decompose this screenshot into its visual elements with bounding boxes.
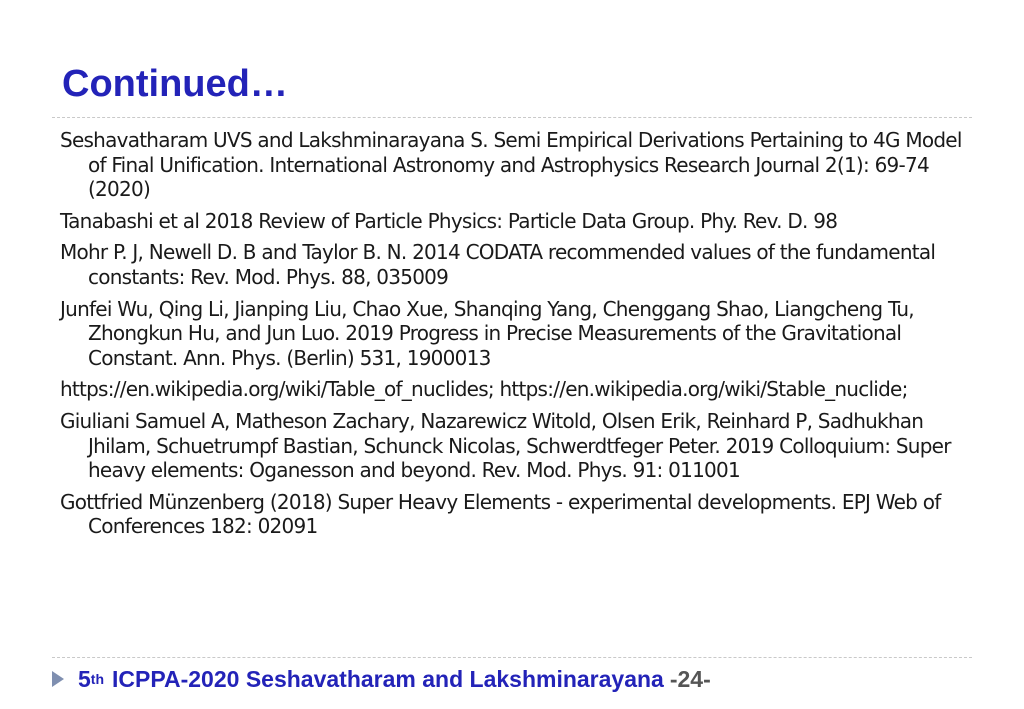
reference-list — [60, 128, 975, 546]
footer-number: 5 — [78, 665, 91, 692]
triangle-bullet-icon — [52, 671, 64, 687]
footer-conference: ICPPA-2020 Seshavatharam and Lakshminarayana — [112, 665, 664, 692]
page-number: -24- — [669, 665, 711, 692]
footer: 5 th ICPPA-2020 Seshavatharam and Lakshminarayana -24- — [52, 664, 711, 694]
slide-title: Continued… — [62, 63, 288, 105]
reference-item: https://en.wikipedia.org/wiki/Table_of_nuclides; https://en.wikipedia.org/wiki/Stable_nuclide; — [60, 377, 908, 402]
reference-item: Seshavatharam UVS and Lakshminarayana S. Semi Empirical Derivations Pertaining to 4G Model of Final Unification. International Astronomy and Astrophysics Research Journal 2(1): 69-74 (2020) — [60, 128, 962, 202]
top-divider — [52, 117, 972, 118]
reference-item: Mohr P. J, Newell D. B and Taylor B. N. 2014 CODATA recommended values of the fundamental constants: Rev. Mod. Phys. 88, 035009 — [60, 240, 936, 289]
reference-item: Tanabashi et al 2018 Review of Particle Physics: Particle Data Group. Phy. Rev. D. 98 — [60, 208, 838, 233]
reference-item: Junfei Wu, Qing Li, Jianping Liu, Chao Xue, Shanqing Yang, Chenggang Shao, Liangcheng Tu, Zhongkun Hu, and Jun Luo. 2019 Progress in Precise Measurements of the Gravitational Constant. Ann. Phys. (Berlin) 531, 1900013 — [60, 296, 914, 370]
reference-item: Gottfried Münzenberg (2018) Super Heavy Elements - experimental developments. EPJ Web of Conferences 182: 02091 — [60, 489, 941, 539]
reference-item: Giuliani Samuel A, Matheson Zachary, Nazarewicz Witold, Olsen Erik, Reinhard P, Sadhukhan Jhilam, Schuetrumpf Bastian, Schunck Nicolas, Schwerdtfeger Peter. 2019 Colloquium: Super heavy elements: Oganesson and beyond. Rev. Mod. Phys. 91: 011001 — [60, 408, 951, 483]
bottom-divider — [52, 657, 972, 658]
